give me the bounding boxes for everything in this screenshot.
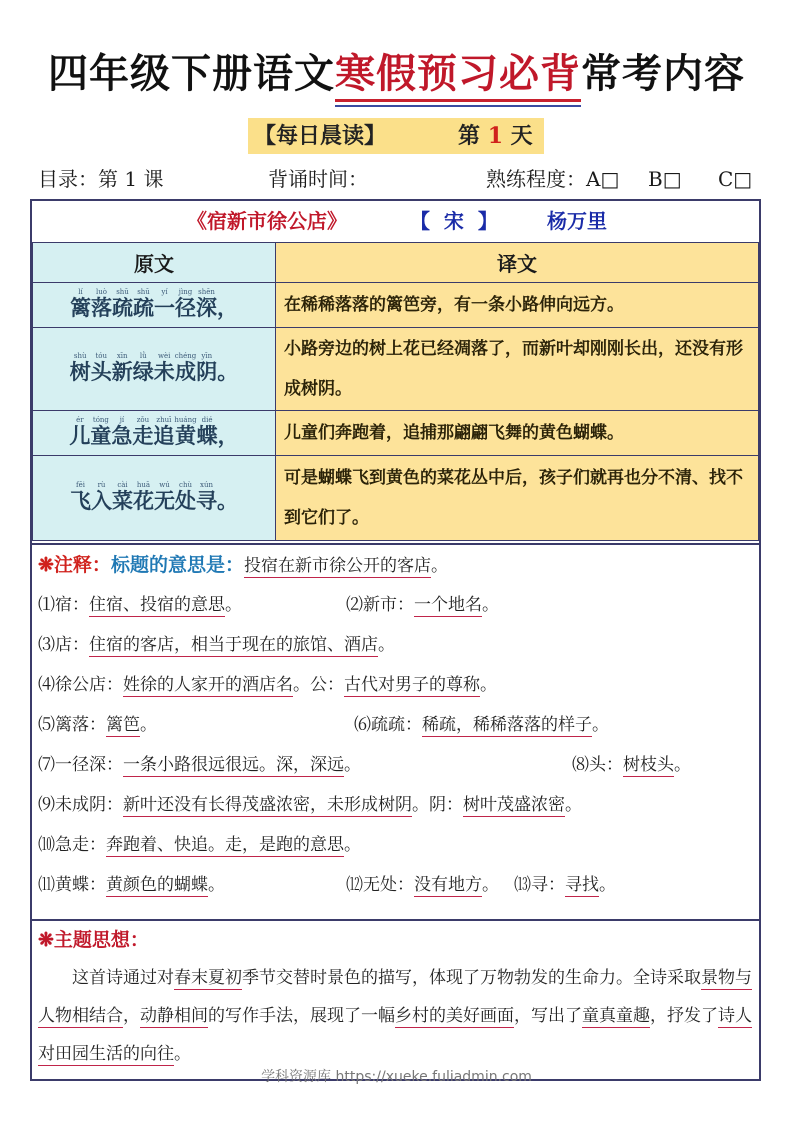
day-number: 1 xyxy=(487,123,503,149)
verse-line xyxy=(70,352,239,386)
key-phrase: 春末夏初 xyxy=(174,968,242,988)
title-meaning-label: 标题的意思是： xyxy=(110,554,244,576)
translation-cell: 小路旁边的树上花已经凋落了，而新叶却刚刚长出，还没有形成树阴。 xyxy=(276,328,759,411)
verse-line xyxy=(69,416,238,450)
title-prefix: 四年级下册语文 xyxy=(48,50,335,97)
verse-char: 。 xyxy=(217,488,238,513)
verse-char: 。 xyxy=(217,359,239,384)
verse-char: 径jìng xyxy=(175,288,196,320)
translation-cell: 在稀稀落落的篱笆旁，有一条小路伸向远方。 xyxy=(276,283,759,328)
verse-char: 新xīn xyxy=(111,352,133,384)
asterisk-icon: ❋ xyxy=(38,554,54,576)
title-meaning: 投宿在新市徐公开的客店 xyxy=(243,556,431,576)
theme-text: ，抒发了 xyxy=(650,1006,718,1026)
verse-char: 追zhuī xyxy=(153,416,175,448)
notes-section xyxy=(32,543,759,921)
verse-char: 菜cài xyxy=(112,481,133,513)
poem-title: 《宿新市徐公店》 xyxy=(187,209,347,233)
proficiency-option-a[interactable]: 熟练程度：A□ xyxy=(486,167,620,191)
verse-char: 深shēn xyxy=(196,288,217,320)
note-item: ⒀寻：寻找。 xyxy=(514,875,616,895)
verse-char: 急jí xyxy=(111,416,133,448)
verse-cell xyxy=(33,328,276,411)
verse-char: 树shù xyxy=(69,352,91,384)
col-original: 原文 xyxy=(33,243,276,283)
translation-cell: 儿童们奔跑着，追捕那翩翩飞舞的黄色蝴蝶。 xyxy=(276,411,759,456)
poem-table xyxy=(32,242,759,541)
verse-char: 篱lí xyxy=(70,288,91,320)
verse-cell xyxy=(33,283,276,328)
daily-reading-banner xyxy=(248,118,544,154)
theme-text: ， xyxy=(123,1006,140,1026)
verse-char: 花huā xyxy=(133,481,154,513)
proficiency-option-b[interactable]: B□ xyxy=(648,167,682,191)
asterisk-icon: ❋ xyxy=(38,929,54,951)
banner-day: 第 1 天 xyxy=(458,123,533,149)
note-item: ⑶店：住宿的客店，相当于现在的旅馆、酒店。 xyxy=(38,635,395,655)
theme-body xyxy=(38,959,756,1073)
theme-heading: 主题思想： xyxy=(53,929,149,951)
table-row xyxy=(33,456,759,541)
theme-text: 的写作手法，展现了一幅 xyxy=(208,1006,395,1026)
note-item: ⑹疏疏：稀疏，稀稀落落的样子。 xyxy=(354,715,609,735)
table-header-row xyxy=(33,243,759,283)
verse-char: 未wèi xyxy=(153,352,175,384)
content-box xyxy=(30,199,761,1081)
verse-char: 寻xún xyxy=(196,481,217,513)
verse-char: 成chéng xyxy=(174,352,197,384)
watermark: 学科资源库 https://xueke.fuliadmin.com xyxy=(261,1069,532,1085)
banner-label: 【每日晨读】 xyxy=(254,123,387,149)
poem-dynasty: 【 宋 】 xyxy=(410,209,498,233)
verse-char: 疏shū xyxy=(133,288,154,320)
table-row xyxy=(33,283,759,328)
col-translation: 译文 xyxy=(276,243,759,283)
note-item: ⑸篱落：篱笆。 xyxy=(38,715,157,735)
verse-char: ， xyxy=(217,423,239,448)
meta-row xyxy=(0,164,793,194)
note-item: ⑽急走：奔跑着、快追。走，是跑的意思。 xyxy=(38,835,361,855)
proficiency-option-c[interactable]: C□ xyxy=(718,167,753,191)
verse-char: 走zǒu xyxy=(132,416,154,448)
note-item: ⑻头：树枝头。 xyxy=(572,755,691,775)
title-highlight: 寒假预习必背 xyxy=(335,50,581,102)
verse-char: 绿lǜ xyxy=(132,352,154,384)
verse-cell xyxy=(33,411,276,456)
verse-char: 落luò xyxy=(91,288,112,320)
page-title xyxy=(0,48,793,100)
note-item: ⑿无处：没有地方。 xyxy=(346,875,499,895)
verse-line xyxy=(70,481,238,515)
note-item: ⑼未成阴：新叶还没有长得茂盛浓密，未形成树阴。阴：树叶茂盛浓密。 xyxy=(38,795,582,815)
recite-time-label: 背诵时间： xyxy=(268,167,368,191)
verse-char: 儿ér xyxy=(69,416,91,448)
verse-char: 一yí xyxy=(154,288,175,320)
table-row xyxy=(33,411,759,456)
verse-char: 阴yīn xyxy=(196,352,218,384)
note-item: ⑴宿：住宿、投宿的意思。 xyxy=(38,595,242,615)
verse-line xyxy=(70,288,238,322)
verse-char: 飞fēi xyxy=(70,481,91,513)
theme-heading-line xyxy=(38,925,149,952)
verse-char: 入rù xyxy=(91,481,112,513)
table-row xyxy=(33,328,759,411)
note-item: ⑵新市：一个地名。 xyxy=(346,595,499,615)
verse-char: 头tóu xyxy=(90,352,112,384)
note-item: ⑷徐公店：姓徐的人家开的酒店名。公：古代对男子的尊称。 xyxy=(38,675,497,695)
notes-heading-line: ❋注释：标题的意思是：投宿在新市徐公开的客店。 xyxy=(38,554,448,576)
catalog-label: 目录：第 1 课 xyxy=(38,167,164,191)
notes-heading: 注释： xyxy=(53,554,111,576)
verse-char: 黄huáng xyxy=(174,416,197,448)
verse-cell xyxy=(33,456,276,541)
translation-cell: 可是蝴蝶飞到黄色的菜花丛中后，孩子们就再也分不清、找不到它们了。 xyxy=(276,456,759,541)
key-phrase: 诗人对田园生活的向往 xyxy=(38,1006,752,1064)
theme-text: 季节交替时景色的描写，体现了万物勃发的生命力。全诗采取 xyxy=(242,968,701,988)
key-phrase: 动静相间 xyxy=(140,1006,208,1026)
note-item: ⑺一径深：一条小路很远很远。深，深远。 xyxy=(38,755,361,775)
verse-char: 蝶dié xyxy=(196,416,218,448)
verse-char: 疏shū xyxy=(112,288,133,320)
key-phrase: 景物与人物相结合 xyxy=(38,968,752,1026)
theme-text: ，写出了 xyxy=(514,1006,582,1026)
title-suffix: 常考内容 xyxy=(581,50,745,97)
verse-char: 无wú xyxy=(154,481,175,513)
poem-author: 杨万里 xyxy=(547,209,607,233)
theme-text: 这首诗通过对 xyxy=(38,968,174,988)
key-phrase: 乡村的美好画面 xyxy=(395,1006,514,1026)
verse-char: ， xyxy=(217,295,238,320)
poem-header xyxy=(32,201,759,244)
note-item: ⑾黄蝶：黄颜色的蝴蝶。 xyxy=(38,875,225,895)
theme-text: 。 xyxy=(174,1044,191,1064)
theme-section xyxy=(32,917,759,1079)
verse-char: 处chù xyxy=(175,481,196,513)
key-phrase: 童真童趣 xyxy=(582,1006,650,1026)
verse-char: 童tóng xyxy=(90,416,112,448)
